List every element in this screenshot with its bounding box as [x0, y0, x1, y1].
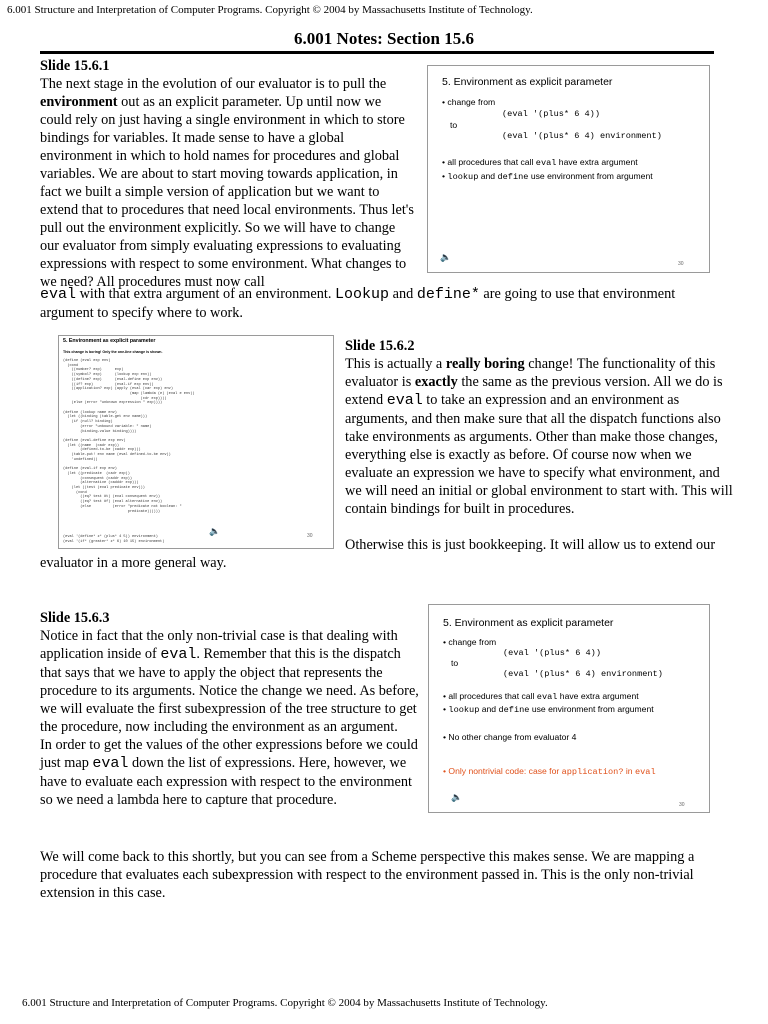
speaker-icon: 🔈 [440, 252, 452, 262]
slide3-heading: Slide 15.6.3 [40, 610, 110, 626]
thumb1-code1: (eval '(plus* 6 4)) [502, 109, 600, 119]
thumb1-title: 5. Environment as explicit parameter [442, 76, 613, 88]
thumb3-b1-post: have extra argument [557, 691, 639, 701]
slide2-thumbnail [58, 335, 334, 549]
thumb1-to: to [450, 120, 458, 130]
thumb3-bullet1 [443, 691, 639, 702]
slide3-text [40, 609, 423, 809]
slide1-t5: are going to use that environment argument to specify where to work. [40, 286, 676, 321]
thumb1-b2-mid: and [478, 171, 498, 181]
thumb3-b2-pre: • [443, 704, 449, 714]
page-title: 6.001 Notes: Section 15.6 [294, 29, 474, 48]
slide1-thumbnail [427, 65, 710, 273]
slide2-text-cont [40, 536, 730, 572]
slide2-t4: to take an expression and an environment as arguments, and then make sure that all the dispatch functions also take environments as arguments. Other than make those changes, everything else is exactly as before. Of course now when we evaluate an expression we have to specify what environment, and we will need an initial or global environment to start with. This will contain bindings for built in procedures. [345, 392, 733, 517]
title-rule [40, 51, 714, 54]
thumb2-title: 5. Environment as explicit parameter [63, 338, 156, 344]
thumb3-code2: (eval '(plus* 6 4) environment) [503, 669, 663, 679]
slide1-m1: eval [40, 286, 77, 303]
thumb3-page-number: 30 [679, 802, 685, 808]
thumb2-page-number: 30 [307, 533, 313, 539]
thumb1-b2-post: use environment from argument [528, 171, 653, 181]
thumb1-b2-pre: • [442, 171, 448, 181]
thumb3-bullet2 [443, 704, 654, 715]
thumb3-b4-code1: application? [561, 767, 624, 777]
thumb3-b1-pre: • all procedures that call [443, 691, 537, 701]
thumb3-b1-code: eval [536, 692, 558, 702]
slide2-text [345, 337, 733, 518]
slide1-t2: out as an explicit parameter. Up until now we could rely on just having a single environment in which to store bindings for variables. It made sense to have a global environment in which to hold names for procedures and global variables. We are about to start moving towards application, in fact we built a simple version of application but we want to extend that to procedures that need local environments. Thus let's pull out the environment explicitly. So we will have to change our evaluator from simply evaluating expressions to evaluating expressions with respect to some environment. What changes to we need? All procedures must now call [40, 94, 414, 290]
slide3-m1: eval [160, 646, 197, 663]
slide2-t1: This is actually a [345, 356, 446, 372]
thumb3-b4-pre: • Only nontrivial code: case for [443, 766, 562, 776]
thumb3-bullet4 [443, 766, 656, 777]
thumb1-bullet2 [442, 171, 653, 182]
thumb3-bullet3: • No other change from evaluator 4 [443, 732, 577, 742]
slide3-t5: We will come back to this shortly, but you can see from a Scheme perspective this makes sense. We are mapping a procedure that evaluates each subexpression with respect to the environment passed in. This is the only non-trivial extension in this case. [40, 849, 695, 901]
slide1-heading: Slide 15.6.1 [40, 58, 110, 74]
thumb3-change-from: • change from [443, 637, 497, 647]
slide1-text-cont [40, 285, 730, 322]
slide3-t4: down the list of expressions. Here, however, we have to evaluate each expression with respect to the environment so we need a lambda here to capture that procedure. [40, 755, 412, 808]
thumb1-b1-code: eval [535, 158, 557, 168]
thumb1-code2: (eval '(plus* 6 4) environment) [502, 131, 662, 141]
slide2-b2: exactly [414, 374, 458, 390]
thumb2-code: (define (eval exp env) (cond ((number? exp) exp) ((symbol? exp) (lookup exp env)) ((define? exp) (eval-define exp env)) ((if? exp) (eval-if exp env)) ((application? exp) (apply (eval (car exp) env) (map (lambda (e) (eval e env)) (cdr exp)))) (else (error "unknown expression " exp)))) (define (lookup name env) (let ((binding (table-get env name))) (if (null? binding) (error "unbound variable: " name) (binding-value binding)))) (define (eval-define exp env) (let ((name (cadr exp)) (defined-to-be (caddr exp))) (table-put! env name (eval defined-to-be env)) 'undefined)) (define (eval-if exp env) (let ((predicate (cadr exp)) (consequent (caddr exp)) (alternative (cadddr exp))) (let ((test (eval predicate env))) (cond ((eq? test #t) (eval consequent env)) ((eq? test #f) (eval alternative env)) (else (error "predicate not boolean: " predicate)))))) [63, 359, 195, 514]
thumb1-change-from: • change from [442, 97, 496, 107]
thumb3-b2-code1: lookup [448, 705, 480, 715]
slide1-m3: define* [416, 286, 480, 303]
slide3-m2: eval [92, 755, 129, 772]
page-header: 6.001 Structure and Interpretation of Computer Programs. Copyright © 2004 by Massachusetts Institute of Technology. [7, 4, 533, 16]
slide3-t3: In order to get the values of the other expressions before we could just map [40, 737, 418, 771]
thumb3-title: 5. Environment as explicit parameter [443, 617, 614, 629]
thumb1-b1-pre: • all procedures that call [442, 157, 536, 167]
slide1-b1: environment [40, 94, 118, 110]
thumb2-subtitle: This change is boring! Only the one-line change is shown. [63, 350, 163, 354]
speaker-icon: 🔈 [209, 526, 221, 536]
speaker-icon: 🔈 [451, 792, 463, 802]
thumb1-b2-code2: define [497, 172, 529, 182]
slide3-t1: Notice in fact that the only non-trivial case is that dealing with application inside of [40, 628, 398, 662]
slide2-t5: Otherwise this is just bookkeeping. It will allow us to extend our evaluator in a more general way. [40, 537, 716, 571]
thumb3-b4-code2: eval [634, 767, 656, 777]
slide1-text [40, 57, 416, 291]
thumb3-code1: (eval '(plus* 6 4)) [503, 648, 601, 658]
thumb3-to: to [451, 658, 459, 668]
slide3-thumbnail [428, 604, 710, 813]
slide2-m1: eval [386, 392, 423, 409]
slide1-t1: The next stage in the evolution of our evaluator is to pull the [40, 76, 387, 92]
slide2-heading: Slide 15.6.2 [345, 338, 415, 354]
thumb3-b4-mid: in [623, 766, 635, 776]
thumb3-b2-post: use environment from argument [529, 704, 654, 714]
slide2-t2: change! The functionality of this evaluator is [345, 356, 716, 390]
slide3-text-cont [40, 848, 730, 902]
slide2-b1: really boring [445, 356, 525, 372]
thumb3-b2-code2: define [498, 705, 530, 715]
thumb1-b2-code1: lookup [447, 172, 479, 182]
slide1-t3: with that extra argument of an environment. [76, 286, 336, 302]
thumb1-b1-post: have extra argument [556, 157, 638, 167]
slide1-m2: Lookup [335, 286, 390, 303]
slide1-t4: and [389, 286, 417, 302]
page-footer: 6.001 Structure and Interpretation of Computer Programs. Copyright © 2004 by Massachusetts Institute of Technology. [22, 997, 548, 1009]
thumb2-foot-code: (eval '(define* z* (plus* 4 5)) environment) (eval '(if* (greater* z* 6) 10 15) environment) [63, 535, 165, 544]
thumb3-b2-mid: and [479, 704, 499, 714]
thumb1-page-number: 30 [678, 261, 684, 267]
slide2-t3: the same as the previous version. All we do is extend [345, 374, 723, 408]
slide3-t2: . Remember that this is the dispatch that says that we have to apply the object that represents the procedure to its arguments. Notice the change we need. As before, we will evaluate the first subexpression of the tree structure to get the procedure, now including the environment as an argument. [40, 646, 419, 735]
thumb1-bullet1 [442, 157, 638, 168]
